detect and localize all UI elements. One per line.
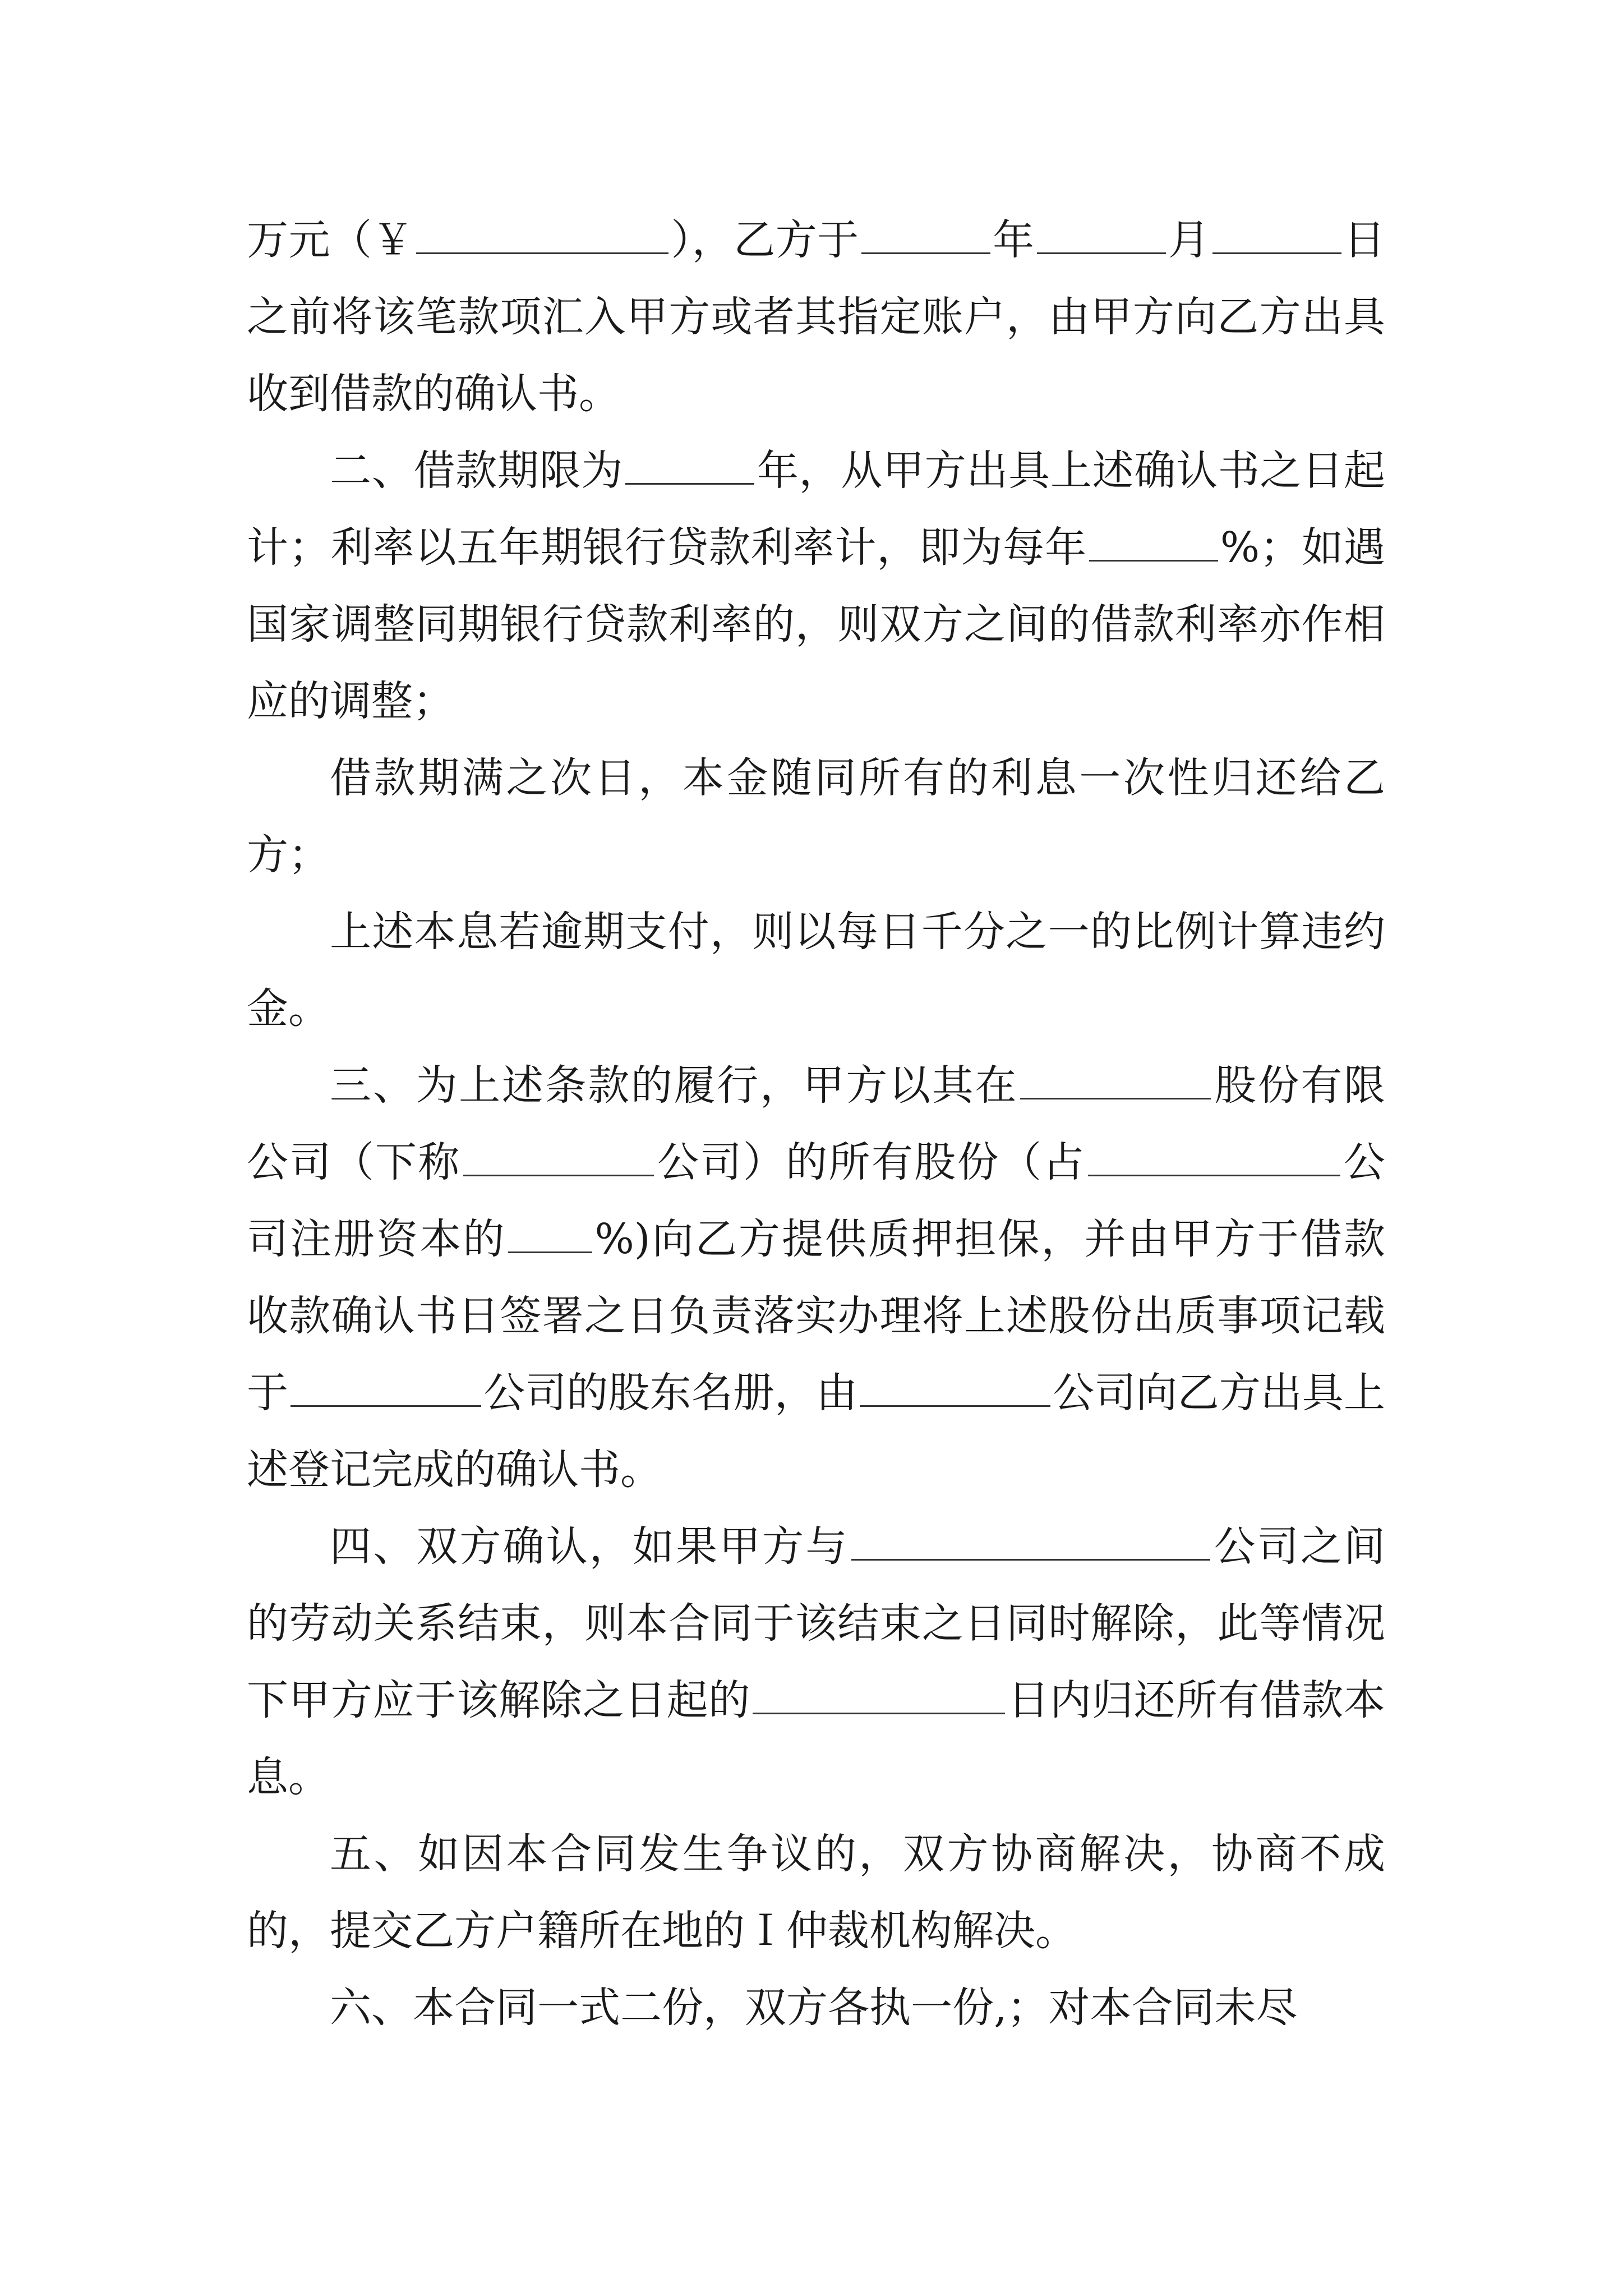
text: 日之前将该笔款项汇入甲方或者其指定账户，由甲方向乙方出具收到借款的确认书。 [247, 216, 1386, 418]
text: ），乙方于 [670, 216, 859, 264]
blank-confirm-company [860, 1366, 1050, 1407]
contract-body [247, 202, 1385, 2046]
blank-rate [1089, 521, 1218, 562]
paragraph-clause-2 [247, 432, 1385, 740]
text: 六、本合同一式二份，双方各执一份,；对本合同未尽 [330, 1984, 1298, 2032]
text: 二、借款期限为 [330, 447, 624, 495]
text: 公司）的所有股份（占 [656, 1138, 1086, 1186]
text: 上述本息若逾期支付，则以每日千分之一的比例计算违约金。 [247, 908, 1385, 1033]
text: %)向乙方提供质押担保，并由甲方于借款收款确认书日签署之日负责落实办理将上述股份出质事项记载于 [247, 1215, 1386, 1417]
text: 年，从甲方出具上述确认书之日起计；利率以五年期银行贷款利率计，即为每年 [247, 447, 1386, 572]
blank-share-percent [508, 1212, 592, 1253]
text: 公司注册资本的 [247, 1138, 1386, 1263]
blank-employer [851, 1520, 1210, 1561]
text: 股份有限公司（下称 [247, 1061, 1386, 1186]
text: 公司向乙方出具上述登记完成的确认书。 [247, 1369, 1386, 1494]
text: %；如遇国家调整同期银行贷款利率的，则双方之间的借款利率亦作相应的调整； [247, 523, 1385, 725]
blank-company-capital [1088, 1135, 1340, 1176]
paragraph-clause-3 [247, 1047, 1385, 1508]
text: 万元（￥ [247, 216, 414, 264]
text: 月 [1168, 216, 1210, 264]
text: 年 [992, 216, 1035, 264]
blank-loan-years [625, 444, 754, 485]
paragraph-penalty [247, 894, 1385, 1047]
text: 三、为上述条款的履行，甲方以其在 [330, 1061, 1018, 1110]
blank-register-company [291, 1366, 481, 1407]
paragraph-clause-5 [247, 1816, 1385, 1970]
blank-amount [416, 213, 668, 254]
text: 日内归还所有借款本息。 [247, 1676, 1386, 1801]
blank-day [1212, 213, 1341, 254]
text: 公司之间的劳动关系结束，则本合同于该结束之日同时解除，此等情况下甲方应于该解除之日起的 [247, 1522, 1385, 1724]
text: 五、如因本合同发生争议的，双方协商解决，协商不成的，提交乙方户籍所在地的Ｉ仲裁机构解决。 [247, 1830, 1385, 1955]
blank-month [1037, 213, 1166, 254]
blank-company-name [1020, 1059, 1211, 1099]
blank-year [861, 213, 990, 254]
blank-days [753, 1673, 1005, 1714]
paragraph-clause-4 [247, 1508, 1385, 1816]
paragraph-clause-6 [247, 1970, 1385, 2046]
blank-company-short [463, 1135, 654, 1176]
paragraph-loan-amount [247, 202, 1385, 432]
paragraph-maturity [247, 740, 1385, 894]
text: 四、双方确认，如果甲方与 [330, 1522, 849, 1571]
text: 公司的股东名册，由 [483, 1369, 858, 1417]
text: 借款期满之次日，本金随同所有的利息一次性归还给乙方； [247, 754, 1385, 879]
